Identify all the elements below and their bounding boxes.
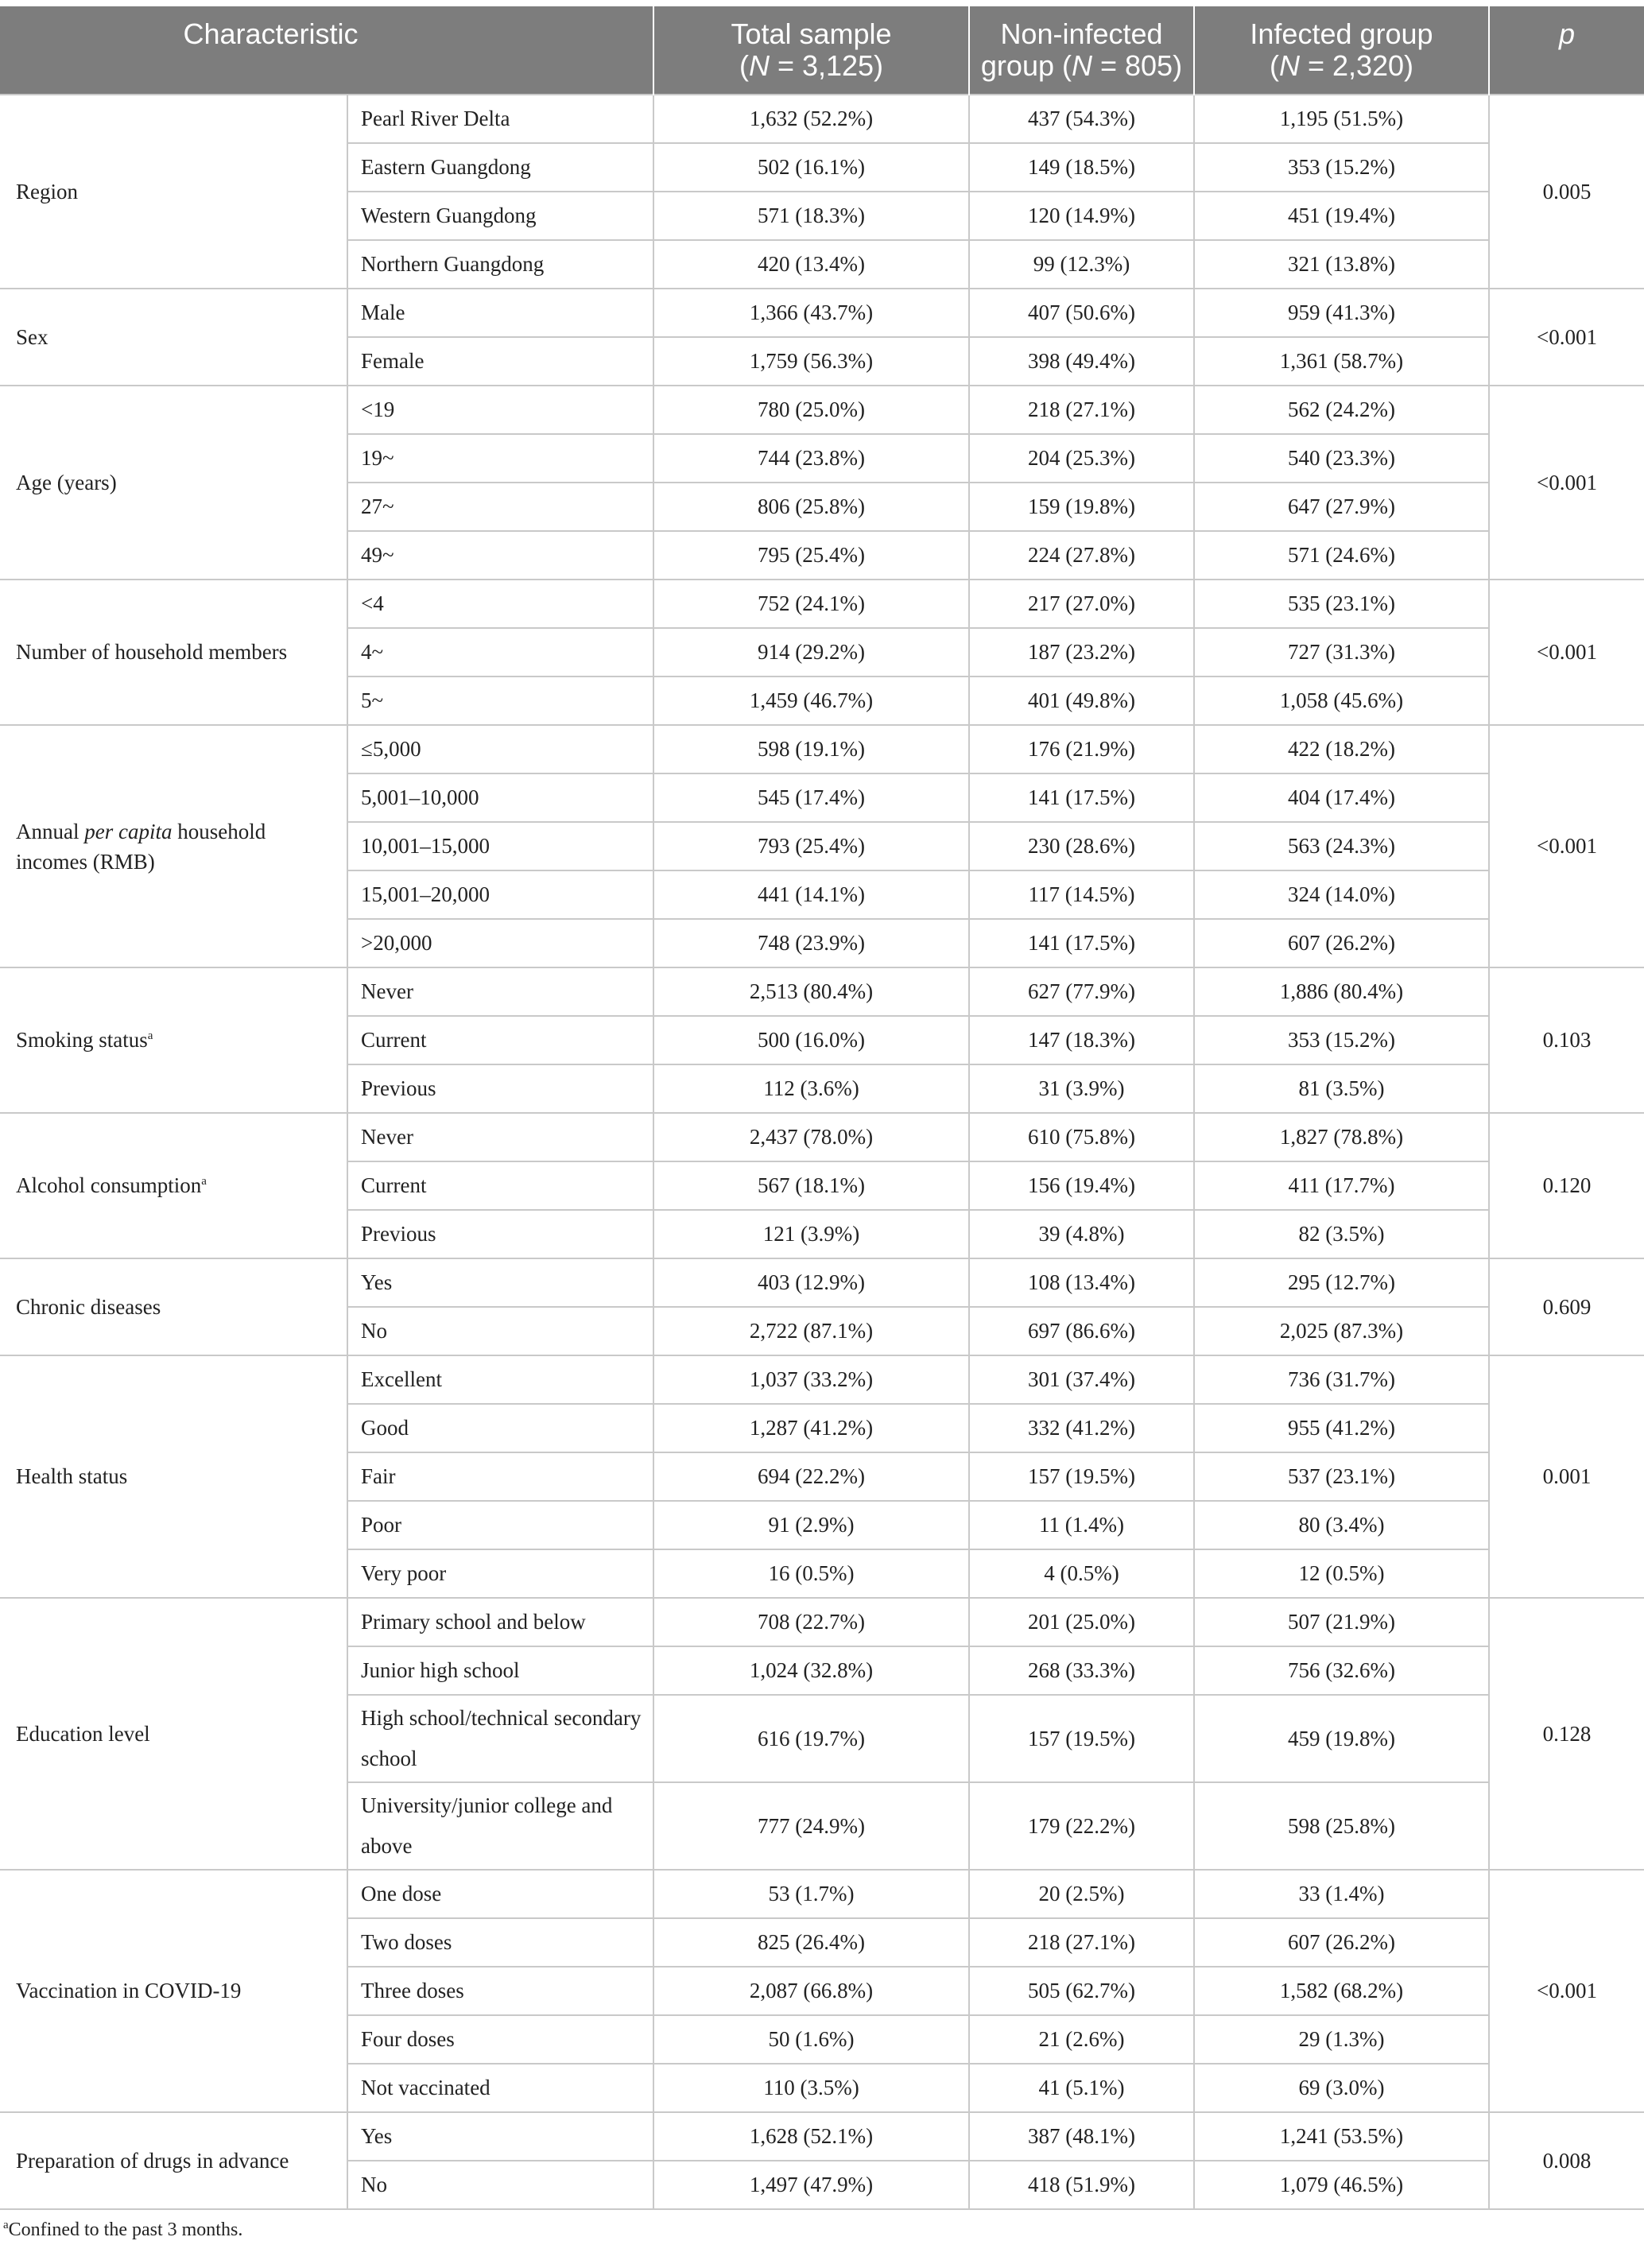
table-row xyxy=(0,580,1644,628)
header-spacer xyxy=(0,50,653,82)
noninfected-value: 120 (14.9%) xyxy=(969,192,1194,240)
row-label: Never xyxy=(347,967,653,1016)
p-value: 0.008 xyxy=(1489,2112,1644,2209)
table-row xyxy=(0,1870,1644,1918)
noninfected-value: 398 (49.4%) xyxy=(969,337,1194,386)
total-value: 53 (1.7%) xyxy=(653,1870,969,1918)
footnote-marker: a xyxy=(147,1029,153,1042)
group-label-text: Alcohol consumption xyxy=(16,1173,202,1197)
infected-value: 756 (32.6%) xyxy=(1194,1646,1489,1695)
total-value: 1,366 (43.7%) xyxy=(653,289,969,337)
row-label: 5~ xyxy=(347,677,653,725)
row-label: Previous xyxy=(347,1064,653,1113)
noninfected-value: 176 (21.9%) xyxy=(969,725,1194,773)
p-value: 0.128 xyxy=(1489,1598,1644,1870)
p-value: 0.103 xyxy=(1489,967,1644,1113)
row-label: Three doses xyxy=(347,1967,653,2015)
row-label: Northern Guangdong xyxy=(347,240,653,289)
noninfected-value: 627 (77.9%) xyxy=(969,967,1194,1016)
group-label-post: household incomes (RMB) xyxy=(16,819,266,874)
table-row xyxy=(0,1598,1644,1646)
total-value: 708 (22.7%) xyxy=(653,1598,969,1646)
total-value: 1,287 (41.2%) xyxy=(653,1404,969,1452)
total-value: 825 (26.4%) xyxy=(653,1918,969,1967)
row-label: Poor xyxy=(347,1501,653,1549)
infected-value: 82 (3.5%) xyxy=(1194,1210,1489,1258)
noninfected-value: 20 (2.5%) xyxy=(969,1870,1194,1918)
table-row xyxy=(0,967,1644,1016)
noninfected-value: 204 (25.3%) xyxy=(969,434,1194,483)
group-label xyxy=(0,1113,347,1258)
row-label: Junior high school xyxy=(347,1646,653,1695)
infected-value: 324 (14.0%) xyxy=(1194,870,1489,919)
group-label-text: Region xyxy=(16,179,78,204)
total-value: 780 (25.0%) xyxy=(653,386,969,434)
header-infected xyxy=(1194,6,1489,95)
p-value: <0.001 xyxy=(1489,1870,1644,2112)
row-label: Not vaccinated xyxy=(347,2064,653,2112)
total-value: 571 (18.3%) xyxy=(653,192,969,240)
row-label: 19~ xyxy=(347,434,653,483)
total-value: 2,087 (66.8%) xyxy=(653,1967,969,2015)
table-row xyxy=(0,386,1644,434)
row-label: Four doses xyxy=(347,2015,653,2064)
noninfected-value: 218 (27.1%) xyxy=(969,386,1194,434)
row-label: Good xyxy=(347,1404,653,1452)
row-label: No xyxy=(347,2161,653,2209)
table-row xyxy=(0,725,1644,773)
total-value: 1,632 (52.2%) xyxy=(653,95,969,143)
infected-value: 81 (3.5%) xyxy=(1194,1064,1489,1113)
infected-value: 422 (18.2%) xyxy=(1194,725,1489,773)
group-label-text: Preparation of drugs in advance xyxy=(16,2148,289,2173)
infected-value: 1,241 (53.5%) xyxy=(1194,2112,1489,2161)
header-noninfected-n-pre: group ( xyxy=(980,49,1072,82)
noninfected-value: 31 (3.9%) xyxy=(969,1064,1194,1113)
total-value: 502 (16.1%) xyxy=(653,143,969,192)
total-value: 110 (3.5%) xyxy=(653,2064,969,2112)
row-label: One dose xyxy=(347,1870,653,1918)
total-value: 744 (23.8%) xyxy=(653,434,969,483)
total-value: 752 (24.1%) xyxy=(653,580,969,628)
infected-value: 459 (19.8%) xyxy=(1194,1695,1489,1782)
noninfected-value: 418 (51.9%) xyxy=(969,2161,1194,2209)
infected-value: 562 (24.2%) xyxy=(1194,386,1489,434)
infected-value: 1,361 (58.7%) xyxy=(1194,337,1489,386)
table-row xyxy=(0,289,1644,337)
total-value: 748 (23.9%) xyxy=(653,919,969,967)
group-label xyxy=(0,725,347,967)
infected-value: 2,025 (87.3%) xyxy=(1194,1307,1489,1355)
group-label-text: Age (years) xyxy=(16,470,117,494)
group-label xyxy=(0,1598,347,1870)
infected-value: 1,827 (78.8%) xyxy=(1194,1113,1489,1161)
infected-value: 537 (23.1%) xyxy=(1194,1452,1489,1501)
header-row xyxy=(0,6,1644,95)
total-value: 112 (3.6%) xyxy=(653,1064,969,1113)
row-label: >20,000 xyxy=(347,919,653,967)
noninfected-value: 301 (37.4%) xyxy=(969,1355,1194,1404)
noninfected-value: 41 (5.1%) xyxy=(969,2064,1194,2112)
infected-value: 1,079 (46.5%) xyxy=(1194,2161,1489,2209)
row-label: No xyxy=(347,1307,653,1355)
infected-value: 540 (23.3%) xyxy=(1194,434,1489,483)
header-total xyxy=(653,6,969,95)
header-total-n-pre: ( xyxy=(739,49,749,82)
row-label: 15,001–20,000 xyxy=(347,870,653,919)
noninfected-value: 179 (22.2%) xyxy=(969,1782,1194,1870)
total-value: 545 (17.4%) xyxy=(653,773,969,822)
infected-value: 80 (3.4%) xyxy=(1194,1501,1489,1549)
infected-value: 607 (26.2%) xyxy=(1194,919,1489,967)
infected-value: 535 (23.1%) xyxy=(1194,580,1489,628)
group-label xyxy=(0,289,347,386)
table-body xyxy=(0,95,1644,2209)
noninfected-value: 156 (19.4%) xyxy=(969,1161,1194,1210)
row-label: Western Guangdong xyxy=(347,192,653,240)
row-label: University/junior college and above xyxy=(347,1782,653,1870)
noninfected-value: 224 (27.8%) xyxy=(969,531,1194,580)
noninfected-value: 117 (14.5%) xyxy=(969,870,1194,919)
header-p-var: p xyxy=(1558,17,1576,50)
header-total-label: Total sample xyxy=(731,17,892,50)
total-value: 441 (14.1%) xyxy=(653,870,969,919)
noninfected-value: 159 (19.8%) xyxy=(969,483,1194,531)
group-label xyxy=(0,1355,347,1598)
row-label: Fair xyxy=(347,1452,653,1501)
footnote-marker: a xyxy=(201,1175,207,1188)
group-label xyxy=(0,95,347,289)
p-value: <0.001 xyxy=(1489,725,1644,967)
total-value: 777 (24.9%) xyxy=(653,1782,969,1870)
noninfected-value: 11 (1.4%) xyxy=(969,1501,1194,1549)
row-label: <4 xyxy=(347,580,653,628)
infected-value: 451 (19.4%) xyxy=(1194,192,1489,240)
noninfected-value: 332 (41.2%) xyxy=(969,1404,1194,1452)
row-label: Female xyxy=(347,337,653,386)
header-noninfected-n xyxy=(970,50,1193,82)
row-label: 10,001–15,000 xyxy=(347,822,653,870)
total-value: 403 (12.9%) xyxy=(653,1258,969,1307)
header-noninfected-n-var: N xyxy=(1071,49,1092,82)
header-characteristic-label: Characteristic xyxy=(183,17,359,50)
total-value: 1,628 (52.1%) xyxy=(653,2112,969,2161)
p-value: 0.609 xyxy=(1489,1258,1644,1355)
infected-value: 647 (27.9%) xyxy=(1194,483,1489,531)
header-p xyxy=(1489,6,1644,95)
row-label: 27~ xyxy=(347,483,653,531)
group-label-italic: per capita xyxy=(84,819,173,843)
infected-value: 607 (26.2%) xyxy=(1194,1918,1489,1967)
group-label-text: Health status xyxy=(16,1464,128,1488)
noninfected-value: 157 (19.5%) xyxy=(969,1695,1194,1782)
total-value: 50 (1.6%) xyxy=(653,2015,969,2064)
group-label-pre: Annual xyxy=(16,819,85,843)
characteristics-table xyxy=(0,6,1644,2210)
p-value: 0.001 xyxy=(1489,1355,1644,1598)
infected-value: 598 (25.8%) xyxy=(1194,1782,1489,1870)
row-label: 49~ xyxy=(347,531,653,580)
header-infected-n-var: N xyxy=(1278,49,1300,82)
group-label-text: Chronic diseases xyxy=(16,1294,161,1319)
header-infected-n xyxy=(1195,50,1488,82)
row-label: Excellent xyxy=(347,1355,653,1404)
row-label: Yes xyxy=(347,2112,653,2161)
noninfected-value: 505 (62.7%) xyxy=(969,1967,1194,2015)
table-row xyxy=(0,1355,1644,1404)
row-label: Previous xyxy=(347,1210,653,1258)
noninfected-value: 407 (50.6%) xyxy=(969,289,1194,337)
footnote-marker: a xyxy=(3,2219,9,2231)
total-value: 567 (18.1%) xyxy=(653,1161,969,1210)
noninfected-value: 230 (28.6%) xyxy=(969,822,1194,870)
group-label-text: Vaccination in COVID-19 xyxy=(16,1979,242,2002)
infected-value: 404 (17.4%) xyxy=(1194,773,1489,822)
noninfected-value: 401 (49.8%) xyxy=(969,677,1194,725)
infected-value: 1,058 (45.6%) xyxy=(1194,677,1489,725)
group-label xyxy=(0,386,347,580)
total-value: 1,459 (46.7%) xyxy=(653,677,969,725)
row-label: Current xyxy=(347,1161,653,1210)
noninfected-value: 149 (18.5%) xyxy=(969,143,1194,192)
total-value: 91 (2.9%) xyxy=(653,1501,969,1549)
infected-value: 507 (21.9%) xyxy=(1194,1598,1489,1646)
noninfected-value: 147 (18.3%) xyxy=(969,1016,1194,1064)
header-infected-label: Infected group xyxy=(1250,17,1433,50)
infected-value: 69 (3.0%) xyxy=(1194,2064,1489,2112)
row-label: Two doses xyxy=(347,1918,653,1967)
infected-value: 29 (1.3%) xyxy=(1194,2015,1489,2064)
header-total-n-var: N xyxy=(748,49,770,82)
total-value: 1,497 (47.9%) xyxy=(653,2161,969,2209)
noninfected-value: 697 (86.6%) xyxy=(969,1307,1194,1355)
header-p-spacer xyxy=(1490,50,1644,82)
infected-value: 33 (1.4%) xyxy=(1194,1870,1489,1918)
header-noninfected-n-post: = 805) xyxy=(1091,49,1183,82)
row-label: Very poor xyxy=(347,1549,653,1598)
noninfected-value: 108 (13.4%) xyxy=(969,1258,1194,1307)
infected-value: 1,886 (80.4%) xyxy=(1194,967,1489,1016)
noninfected-value: 437 (54.3%) xyxy=(969,95,1194,143)
table-row xyxy=(0,95,1644,143)
footnote xyxy=(0,2210,1644,2241)
total-value: 2,437 (78.0%) xyxy=(653,1113,969,1161)
row-label: Eastern Guangdong xyxy=(347,143,653,192)
noninfected-value: 187 (23.2%) xyxy=(969,628,1194,677)
group-label xyxy=(0,1258,347,1355)
noninfected-value: 201 (25.0%) xyxy=(969,1598,1194,1646)
p-value: <0.001 xyxy=(1489,289,1644,386)
infected-value: 736 (31.7%) xyxy=(1194,1355,1489,1404)
row-label: Current xyxy=(347,1016,653,1064)
noninfected-value: 218 (27.1%) xyxy=(969,1918,1194,1967)
noninfected-value: 387 (48.1%) xyxy=(969,2112,1194,2161)
total-value: 793 (25.4%) xyxy=(653,822,969,870)
total-value: 1,037 (33.2%) xyxy=(653,1355,969,1404)
infected-value: 295 (12.7%) xyxy=(1194,1258,1489,1307)
row-label: <19 xyxy=(347,386,653,434)
total-value: 598 (19.1%) xyxy=(653,725,969,773)
group-label-text: Sex xyxy=(16,324,48,349)
group-label xyxy=(0,1870,347,2112)
row-label: Yes xyxy=(347,1258,653,1307)
p-value: <0.001 xyxy=(1489,386,1644,580)
row-label: ≤5,000 xyxy=(347,725,653,773)
total-value: 1,759 (56.3%) xyxy=(653,337,969,386)
infected-value: 571 (24.6%) xyxy=(1194,531,1489,580)
infected-value: 1,582 (68.2%) xyxy=(1194,1967,1489,2015)
noninfected-value: 141 (17.5%) xyxy=(969,919,1194,967)
row-label: 4~ xyxy=(347,628,653,677)
infected-value: 12 (0.5%) xyxy=(1194,1549,1489,1598)
row-label: Primary school and below xyxy=(347,1598,653,1646)
total-value: 914 (29.2%) xyxy=(653,628,969,677)
p-value: 0.120 xyxy=(1489,1113,1644,1258)
total-value: 694 (22.2%) xyxy=(653,1452,969,1501)
header-infected-n-pre: ( xyxy=(1269,49,1279,82)
infected-value: 321 (13.8%) xyxy=(1194,240,1489,289)
total-value: 420 (13.4%) xyxy=(653,240,969,289)
row-label: Pearl River Delta xyxy=(347,95,653,143)
infected-value: 353 (15.2%) xyxy=(1194,143,1489,192)
noninfected-value: 610 (75.8%) xyxy=(969,1113,1194,1161)
infected-value: 411 (17.7%) xyxy=(1194,1161,1489,1210)
p-value: <0.001 xyxy=(1489,580,1644,725)
footnote-text: Confined to the past 3 months. xyxy=(8,2220,243,2240)
total-value: 2,722 (87.1%) xyxy=(653,1307,969,1355)
header-noninfected xyxy=(969,6,1194,95)
total-value: 806 (25.8%) xyxy=(653,483,969,531)
table-row xyxy=(0,1258,1644,1307)
infected-value: 727 (31.3%) xyxy=(1194,628,1489,677)
total-value: 616 (19.7%) xyxy=(653,1695,969,1782)
group-label-text: Education level xyxy=(16,1721,150,1746)
infected-value: 955 (41.2%) xyxy=(1194,1404,1489,1452)
total-value: 795 (25.4%) xyxy=(653,531,969,580)
noninfected-value: 157 (19.5%) xyxy=(969,1452,1194,1501)
group-label-text: Smoking status xyxy=(16,1028,148,1052)
total-value: 500 (16.0%) xyxy=(653,1016,969,1064)
total-value: 16 (0.5%) xyxy=(653,1549,969,1598)
header-noninfected-label: Non-infected xyxy=(1000,17,1163,50)
noninfected-value: 4 (0.5%) xyxy=(969,1549,1194,1598)
noninfected-value: 21 (2.6%) xyxy=(969,2015,1194,2064)
group-label-text: Number of household members xyxy=(16,640,288,664)
total-value: 1,024 (32.8%) xyxy=(653,1646,969,1695)
noninfected-value: 217 (27.0%) xyxy=(969,580,1194,628)
header-infected-n-post: = 2,320) xyxy=(1299,49,1414,82)
infected-value: 353 (15.2%) xyxy=(1194,1016,1489,1064)
p-value: 0.005 xyxy=(1489,95,1644,289)
table-container xyxy=(0,6,1644,2241)
noninfected-value: 99 (12.3%) xyxy=(969,240,1194,289)
group-label xyxy=(0,2112,347,2209)
infected-value: 1,195 (51.5%) xyxy=(1194,95,1489,143)
infected-value: 959 (41.3%) xyxy=(1194,289,1489,337)
table-row xyxy=(0,2112,1644,2161)
row-label: 5,001–10,000 xyxy=(347,773,653,822)
header-characteristic xyxy=(0,6,653,95)
row-label: High school/technical secondary school xyxy=(347,1695,653,1782)
noninfected-value: 39 (4.8%) xyxy=(969,1210,1194,1258)
header-total-n-post: = 3,125) xyxy=(769,49,884,82)
total-value: 2,513 (80.4%) xyxy=(653,967,969,1016)
header-total-n xyxy=(654,50,968,82)
group-label xyxy=(0,967,347,1113)
noninfected-value: 141 (17.5%) xyxy=(969,773,1194,822)
total-value: 121 (3.9%) xyxy=(653,1210,969,1258)
row-label: Never xyxy=(347,1113,653,1161)
header-p-label xyxy=(1490,18,1644,50)
row-label: Male xyxy=(347,289,653,337)
infected-value: 563 (24.3%) xyxy=(1194,822,1489,870)
noninfected-value: 268 (33.3%) xyxy=(969,1646,1194,1695)
group-label xyxy=(0,580,347,725)
table-row xyxy=(0,1113,1644,1161)
